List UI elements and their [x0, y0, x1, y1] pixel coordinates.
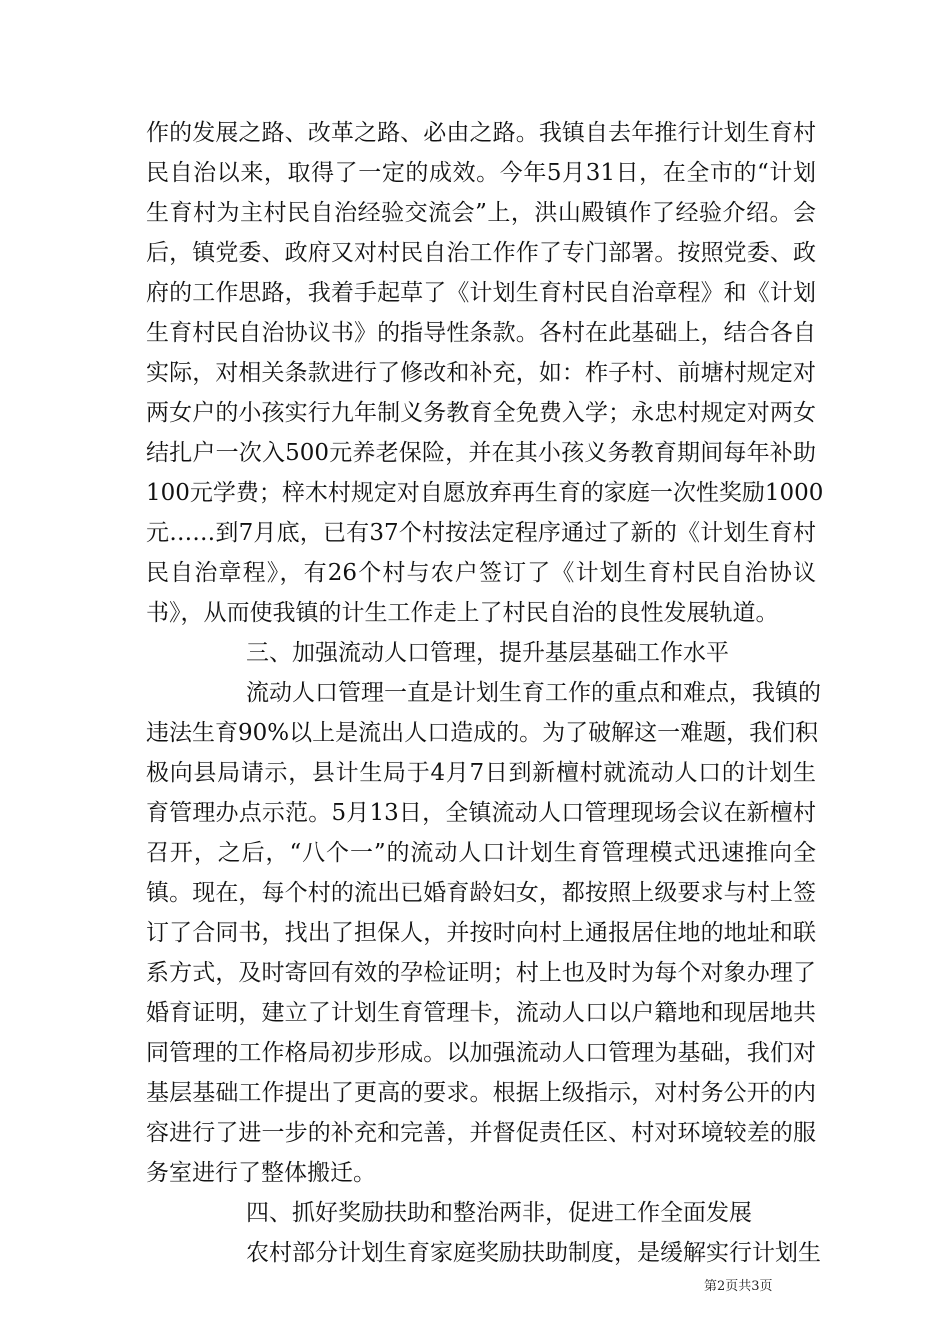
paragraph-line: 极向县局请示，县计生局于4月7日到新檀村就流动人口的计划生 — [146, 760, 816, 786]
paragraph-line: 书》，从而使我镇的计生工作走上了村民自治的良性发展轨道。 — [146, 600, 779, 626]
paragraph-line: 生育村民自治协议书》的指导性条款。各村在此基础上，结合各自 — [146, 320, 816, 346]
paragraph-line: 实际，对相关条款进行了修改和补充，如：柞子村、前塘村规定对 — [146, 360, 816, 386]
paragraph-line: 两女户的小孩实行九年制义务教育全免费入学；永忠村规定对两女 — [146, 400, 816, 426]
paragraph-line: 后，镇党委、政府又对村民自治工作作了专门部署。按照党委、政 — [146, 240, 816, 266]
paragraph-line: 生育村为主村民自治经验交流会”上，洪山殿镇作了经验介绍。会 — [146, 200, 816, 226]
paragraph-line: 系方式，及时寄回有效的孕检证明；村上也及时为每个对象办理了 — [146, 960, 816, 986]
paragraph-line: 府的工作思路，我着手起草了《计划生育村民自治章程》和《计划 — [146, 280, 816, 306]
section-heading-3: 三、加强流动人口管理，提升基层基础工作水平 — [246, 640, 729, 666]
paragraph-line: 同管理的工作格局初步形成。以加强流动人口管理为基础，我们对 — [146, 1040, 816, 1066]
paragraph-line: 基层基础工作提出了更高的要求。根据上级指示，对村务公开的内 — [146, 1080, 816, 1106]
paragraph-line: 结扎户一次入500元养老保险，并在其小孩义务教育期间每年补助 — [146, 440, 816, 466]
paragraph-line: 婚育证明，建立了计划生育管理卡，流动人口以户籍地和现居地共 — [146, 1000, 816, 1026]
paragraph-line: 违法生育90%以上是流出人口造成的。为了破解这一难题，我们积 — [146, 720, 819, 746]
paragraph-line: 容进行了进一步的补充和完善，并督促责任区、村对环境较差的服 — [146, 1120, 816, 1146]
paragraph-line: 元……到7月底，已有37个村按法定程序通过了新的《计划生育村 — [146, 520, 816, 546]
paragraph-line: 召开，之后，“八个一”的流动人口计划生育管理模式迅速推向全 — [146, 840, 816, 866]
paragraph-line: 育管理办点示范。5月13日，全镇流动人口管理现场会议在新檀村 — [146, 800, 816, 826]
page-number: 第2页共3页 — [704, 1279, 773, 1294]
paragraph-line: 订了合同书，找出了担保人，并按时向村上通报居住地的地址和联 — [146, 920, 816, 946]
paragraph-line: 务室进行了整体搬迁。 — [146, 1160, 376, 1186]
paragraph-line: 作的发展之路、改革之路、必由之路。我镇自去年推行计划生育村 — [146, 120, 816, 146]
section-heading-4: 四、抓好奖励扶助和整治两非，促进工作全面发展 — [246, 1200, 752, 1226]
paragraph-line: 农村部分计划生育家庭奖励扶助制度，是缓解实行计划生 — [246, 1240, 821, 1266]
paragraph-line: 民自治以来，取得了一定的成效。今年5月31日，在全市的“计划 — [146, 160, 816, 186]
paragraph-line: 民自治章程》，有26个村与农户签订了《计划生育村民自治协议 — [146, 560, 816, 586]
paragraph-line: 100元学费；梓木村规定对自愿放弃再生育的家庭一次性奖励1000 — [146, 480, 824, 506]
paragraph-line: 镇。现在，每个村的流出已婚育龄妇女，都按照上级要求与村上签 — [146, 880, 816, 906]
paragraph-line: 流动人口管理一直是计划生育工作的重点和难点，我镇的 — [246, 680, 821, 706]
